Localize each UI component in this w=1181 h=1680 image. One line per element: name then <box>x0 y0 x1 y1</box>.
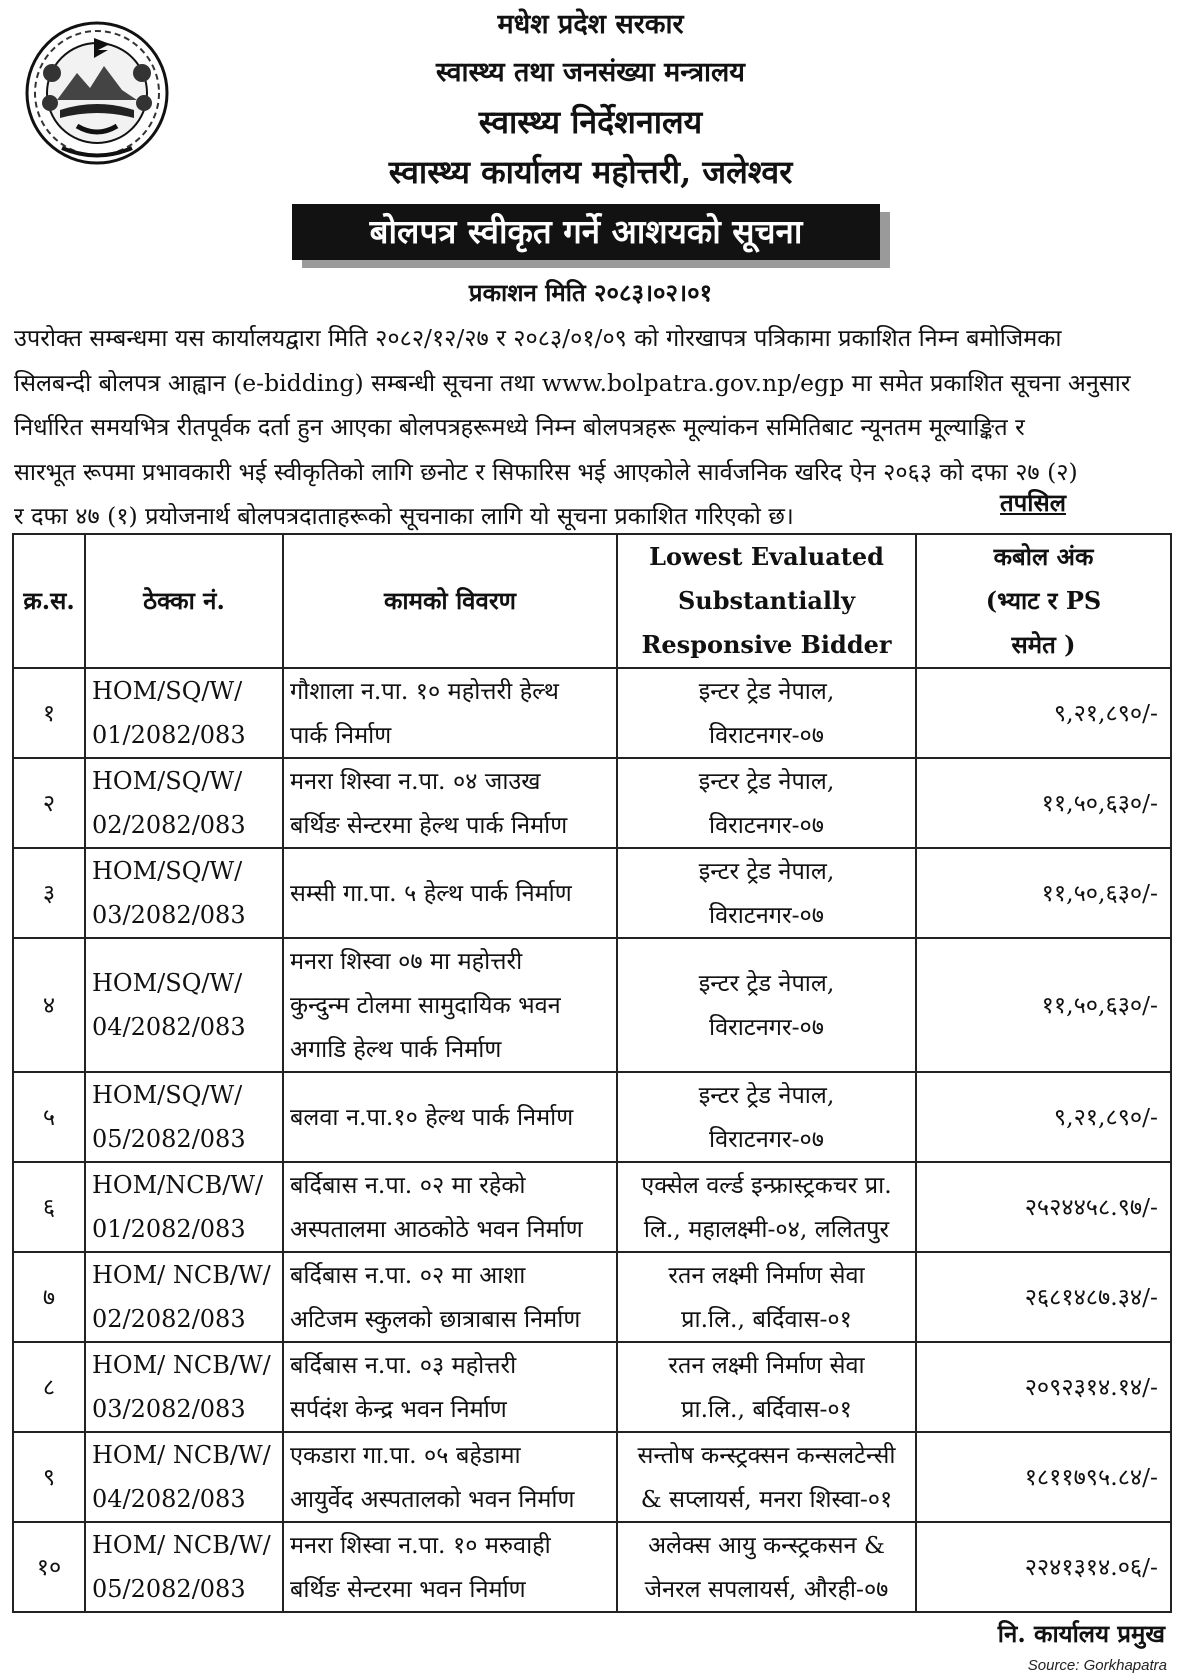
cell-bidder-line: इन्टर ट्रेड नेपाल, <box>698 677 835 705</box>
table-row <box>13 1342 1171 1432</box>
cell-bidder-line: प्रा.लि., बर्दिवास-०१ <box>681 1395 852 1423</box>
cell-description-line: मनरा शिस्वा न.पा. १० मरुवाही <box>290 1531 551 1559</box>
cell-description <box>283 1252 617 1342</box>
header-description: कामको विवरण <box>283 534 617 668</box>
cell-bidder <box>617 1072 916 1162</box>
cell-contract-no-line: 05/2082/083 <box>92 1575 246 1603</box>
office-chief-signature: नि. कार्यालय प्रमुख <box>997 1619 1165 1648</box>
cell-contract-no <box>85 1432 283 1522</box>
cell-description-line: कुन्दुन्म टोलमा सामुदायिक भवन <box>290 991 561 1019</box>
cell-contract-no-line: 01/2082/083 <box>92 721 246 749</box>
table-row <box>13 1072 1171 1162</box>
cell-bidder <box>617 1252 916 1342</box>
table-body <box>13 668 1171 1612</box>
cell-bidder <box>617 1522 916 1612</box>
table-row <box>13 938 1171 1072</box>
notice-title-banner <box>292 204 890 268</box>
table-row <box>13 1252 1171 1342</box>
cell-description-line: मनरा शिस्वा न.पा. ०४ जाउख <box>290 767 541 795</box>
table-row <box>13 1162 1171 1252</box>
cell-contract-no <box>85 1252 283 1342</box>
cell-sn: ३ <box>13 848 85 938</box>
cell-sn: ४ <box>13 938 85 1072</box>
cell-bidder <box>617 1432 916 1522</box>
cell-contract-no <box>85 1342 283 1432</box>
cell-amount: ९,२१,८९०/- <box>916 1072 1171 1162</box>
ministry-heading: स्वास्थ्य तथा जनसंख्या मन्त्रालय <box>436 57 745 88</box>
cell-description <box>283 1432 617 1522</box>
province-government-heading: मधेश प्रदेश सरकार <box>497 9 684 40</box>
cell-description-line: बर्थिङ सेन्टरमा हेल्थ पार्क निर्माण <box>290 811 568 839</box>
cell-contract-no <box>85 938 283 1072</box>
cell-contract-no-line: HOM/ NCB/W/ <box>92 1261 271 1289</box>
cell-contract-no-line: 02/2082/083 <box>92 1305 246 1333</box>
cell-bidder <box>617 668 916 758</box>
cell-bidder-line: एक्सेल वर्ल्ड इन्फ्रास्ट्रकचर प्रा. <box>641 1171 892 1199</box>
cell-amount: ११,५०,६३०/- <box>916 758 1171 848</box>
cell-description-line: बलवा न.पा.१० हेल्थ पार्क निर्माण <box>290 1103 574 1131</box>
cell-bidder-line: लि., महालक्ष्मी-०४, ललितपुर <box>643 1215 890 1243</box>
cell-contract-no-line: HOM/SQ/W/ <box>92 767 243 795</box>
intro-line: सिलबन्दी बोलपत्र आह्वान (e-bidding) सम्बन्धी सूचना तथा www.bolpatra.gov.np/egp मा समेत प्रकाशित सूचना अनुसार <box>14 368 1131 397</box>
cell-description-line: अगाडि हेल्थ पार्क निर्माण <box>290 1035 502 1063</box>
cell-description <box>283 758 617 848</box>
header-amount-line: समेत ) <box>1011 630 1076 659</box>
cell-contract-no-line: HOM/ NCB/W/ <box>92 1531 271 1559</box>
cell-amount: २०९२३१४.१४/- <box>916 1342 1171 1432</box>
cell-description-line: मनरा शिस्वा ०७ मा महोत्तरी <box>290 947 523 975</box>
cell-sn: ८ <box>13 1342 85 1432</box>
cell-contract-no <box>85 1522 283 1612</box>
cell-contract-no <box>85 758 283 848</box>
cell-bidder-line: रतन लक्ष्मी निर्माण सेवा <box>668 1351 865 1379</box>
header-amount-line: कबोल अंक <box>993 542 1094 571</box>
table-row <box>13 1522 1171 1612</box>
cell-contract-no <box>85 1072 283 1162</box>
intro-line: उपरोक्त सम्बन्धमा यस कार्यालयद्वारा मिति २०८२/१२/२७ र २०८३/०१/०९ को गोरखापत्र पत्रिकामा प्रकाशित निम्न बमोजिमका <box>14 324 1062 352</box>
cell-contract-no-line: 04/2082/083 <box>92 1485 246 1513</box>
table-row <box>13 1432 1171 1522</box>
header-bidder <box>617 534 916 668</box>
header-contract-no: ठेक्का नं. <box>85 534 283 668</box>
cell-bidder-line: इन्टर ट्रेड नेपाल, <box>698 1081 835 1109</box>
cell-sn: ९ <box>13 1432 85 1522</box>
bid-award-table <box>12 533 1172 1613</box>
header-bidder-line: Substantially <box>677 586 856 615</box>
header-amount-line: (भ्याट र PS <box>985 586 1102 615</box>
cell-description <box>283 848 617 938</box>
cell-bidder-line: इन्टर ट्रेड नेपाल, <box>698 969 835 997</box>
cell-bidder-line: विराटनगर-०७ <box>709 901 824 929</box>
intro-paragraph <box>14 316 1160 539</box>
source-credit: Source: Gorkhapatra <box>1027 1657 1167 1674</box>
cell-description-line: बर्दिबास न.पा. ०२ मा आशा <box>290 1261 526 1289</box>
cell-bidder-line: जेनरल सपलायर्स, औरही-०७ <box>644 1575 889 1603</box>
cell-contract-no-line: HOM/SQ/W/ <box>92 969 243 997</box>
cell-sn: ७ <box>13 1252 85 1342</box>
cell-bidder-line: & सप्लायर्स, मनरा शिस्वा-०१ <box>640 1485 893 1513</box>
cell-contract-no-line: 01/2082/083 <box>92 1215 246 1243</box>
cell-amount: २६८१४८७.३४/- <box>916 1252 1171 1342</box>
cell-bidder <box>617 758 916 848</box>
cell-description <box>283 1522 617 1612</box>
cell-contract-no-line: HOM/ NCB/W/ <box>92 1351 271 1379</box>
cell-bidder-line: विराटनगर-०७ <box>709 1125 824 1153</box>
cell-description-line: बर्दिबास न.पा. ०३ महोत्तरी <box>290 1351 517 1379</box>
cell-sn: ५ <box>13 1072 85 1162</box>
cell-amount: २२४१३१४.०६/- <box>916 1522 1171 1612</box>
cell-sn: १ <box>13 668 85 758</box>
cell-description <box>283 1342 617 1432</box>
cell-description-line: सम्सी गा.पा. ५ हेल्थ पार्क निर्माण <box>290 879 572 907</box>
publish-date: प्रकाशन मिति २०८३।०२।०१ <box>468 278 713 307</box>
cell-bidder <box>617 1342 916 1432</box>
header-bidder-line: Lowest Evaluated <box>649 542 884 571</box>
cell-bidder-line: इन्टर ट्रेड नेपाल, <box>698 857 835 885</box>
cell-bidder-line: अलेक्स आयु कन्स्ट्रकसन & <box>648 1531 885 1559</box>
cell-contract-no-line: HOM/NCB/W/ <box>92 1171 264 1199</box>
cell-contract-no <box>85 848 283 938</box>
cell-contract-no-line: 04/2082/083 <box>92 1013 246 1041</box>
cell-contract-no <box>85 668 283 758</box>
cell-bidder-line: विराटनगर-०७ <box>709 1013 824 1041</box>
cell-bidder <box>617 938 916 1072</box>
cell-bidder <box>617 848 916 938</box>
cell-description-line: आयुर्वेद अस्पतालको भवन निर्माण <box>290 1485 575 1513</box>
cell-bidder-line: प्रा.लि., बर्दिवास-०१ <box>681 1305 852 1333</box>
cell-contract-no-line: HOM/SQ/W/ <box>92 1081 243 1109</box>
cell-contract-no-line: HOM/ NCB/W/ <box>92 1441 271 1469</box>
cell-bidder-line: विराटनगर-०७ <box>709 721 824 749</box>
cell-bidder-line: विराटनगर-०७ <box>709 811 824 839</box>
cell-contract-no-line: 03/2082/083 <box>92 1395 246 1423</box>
header-bidder-line: Responsive Bidder <box>641 630 892 659</box>
intro-line: निर्धारित समयभित्र रीतपूर्वक दर्ता हुन आएका बोलपत्रहरूमध्ये निम्न बोलपत्रहरू मूल्यांकन समितिबाट न्यूनतम मूल्याङ्कित र <box>14 413 1025 441</box>
cell-amount: ११,५०,६३०/- <box>916 848 1171 938</box>
cell-description-line: गौशाला न.पा. १० महोत्तरी हेल्थ <box>290 677 559 705</box>
office-heading: स्वास्थ्य कार्यालय महोत्तरी, जलेश्वर <box>388 153 793 191</box>
table-row <box>13 848 1171 938</box>
cell-contract-no-line: HOM/SQ/W/ <box>92 677 243 705</box>
cell-contract-no-line: 05/2082/083 <box>92 1125 246 1153</box>
header-sn: क्र.स. <box>13 534 85 668</box>
cell-contract-no <box>85 1162 283 1252</box>
cell-description <box>283 668 617 758</box>
cell-sn: ६ <box>13 1162 85 1252</box>
cell-bidder-line: रतन लक्ष्मी निर्माण सेवा <box>668 1261 865 1289</box>
cell-amount: २५२४४५८.९७/- <box>916 1162 1171 1252</box>
table-row <box>13 758 1171 848</box>
directorate-heading: स्वास्थ्य निर्देशनालय <box>478 103 703 141</box>
cell-description <box>283 1072 617 1162</box>
cell-amount: १८११७९५.८४/- <box>916 1432 1171 1522</box>
intro-line: र दफा ४७ (१) प्रयोजनार्थ बोलपत्रदाताहरूको सूचनाका लागि यो सूचना प्रकाशित गरिएको छ। <box>14 502 794 530</box>
cell-sn: १० <box>13 1522 85 1612</box>
header-amount <box>916 534 1171 668</box>
table-header-row <box>13 534 1171 668</box>
notice-title: बोलपत्र स्वीकृत गर्ने आशयको सूचना <box>292 204 880 260</box>
cell-amount: ९,२१,८९०/- <box>916 668 1171 758</box>
cell-bidder-line: इन्टर ट्रेड नेपाल, <box>698 767 835 795</box>
cell-bidder <box>617 1162 916 1252</box>
cell-amount: ११,५०,६३०/- <box>916 938 1171 1072</box>
cell-bidder-line: सन्तोष कन्स्ट्रक्सन कन्सलटेन्सी <box>637 1441 896 1469</box>
cell-description <box>283 1162 617 1252</box>
schedule-label: तपसिल <box>1000 488 1067 517</box>
cell-contract-no-line: 03/2082/083 <box>92 901 246 929</box>
cell-description-line: अस्पतालमा आठकोठे भवन निर्माण <box>290 1215 583 1243</box>
cell-description-line: पार्क निर्माण <box>290 721 392 749</box>
cell-description-line: सर्पदंश केन्द्र भवन निर्माण <box>290 1395 507 1423</box>
cell-description-line: बर्दिबास न.पा. ०२ मा रहेको <box>290 1171 526 1199</box>
cell-contract-no-line: 02/2082/083 <box>92 811 246 839</box>
cell-description-line: बर्थिङ सेन्टरमा भवन निर्माण <box>290 1575 526 1603</box>
cell-description-line: एकडारा गा.पा. ०५ बहेडामा <box>290 1441 521 1469</box>
cell-description-line: अटिजम स्कुलको छात्राबास निर्माण <box>290 1305 581 1333</box>
cell-description <box>283 938 617 1072</box>
cell-contract-no-line: HOM/SQ/W/ <box>92 857 243 885</box>
intro-line: सारभूत रूपमा प्रभावकारी भई स्वीकृतिको लागि छनोट र सिफारिस भई आएकोले सार्वजनिक खरिद ऐन २०६३ को दफा २७ (२) <box>14 457 1078 486</box>
cell-sn: २ <box>13 758 85 848</box>
table-row <box>13 668 1171 758</box>
